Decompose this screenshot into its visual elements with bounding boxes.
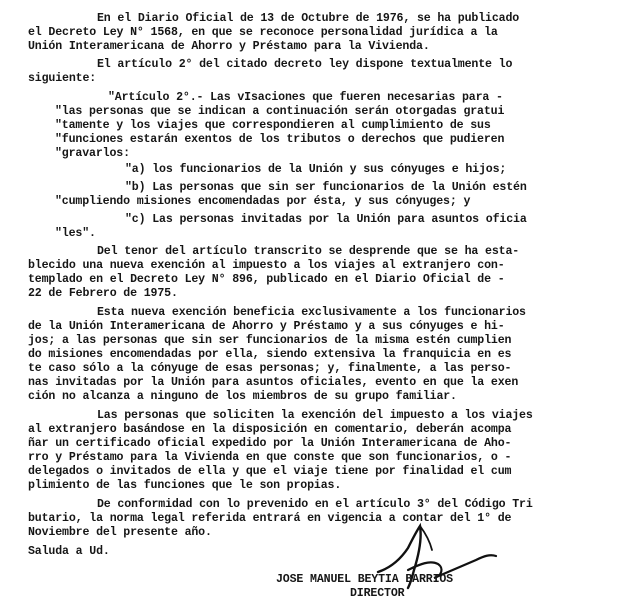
- text-line: butario, la norma legal referida entrará en vigencia a contar del 1° de: [28, 512, 512, 525]
- text-line: "funciones estarán exentos de los tributos o derechos que pudieren: [55, 133, 505, 146]
- text-line: Unión Interamericana de Ahorro y Préstamo para la Vivienda.: [28, 40, 430, 53]
- text-line: "gravarlos:: [55, 147, 130, 160]
- text-line: Del tenor del artículo transcrito se desprende que se ha esta-: [97, 245, 520, 258]
- text-line: Noviembre del presente año.: [28, 526, 212, 539]
- text-line: el Decreto Ley N° 1568, en que se reconoce personalidad jurídica a la: [28, 26, 498, 39]
- text-line: rro y Préstamo para la Vivienda en que conste que son funcionarios, o -: [28, 451, 512, 464]
- text-line: "b) Las personas que sin ser funcionarios de la Unión estén: [125, 181, 527, 194]
- closing-salutation: Saluda a Ud.: [28, 545, 110, 558]
- text-line: "c) Las personas invitadas por la Unión para asuntos oficia: [125, 213, 527, 226]
- signatory-title: DIRECTOR: [350, 587, 405, 600]
- text-line: "tamente y los viajes que correspondieren al cumplimiento de sus: [55, 119, 491, 132]
- text-line: ción no alcanza a ninguno de los miembros de su grupo familiar.: [28, 390, 457, 403]
- text-line: delegados o invitados de ella y que el viaje tiene por finalidad el cum: [28, 465, 512, 478]
- signatory-name: JOSE MANUEL BEYTIA BARRIOS: [276, 573, 453, 586]
- text-line: "Artículo 2°.- Las vIsaciones que fueren necesarias para -: [108, 91, 503, 104]
- text-line: "cumpliendo misiones encomendadas por ésta, y sus cónyuges; y: [55, 195, 471, 208]
- text-line: Esta nueva exención beneficia exclusivamente a los funcionarios: [97, 306, 526, 319]
- text-line: de la Unión Interamericana de Ahorro y Préstamo y a sus cónyuges e hi-: [28, 320, 505, 333]
- text-line: blecido una nueva exención al impuesto a los viajes al extranjero con-: [28, 259, 505, 272]
- text-line: te caso sólo a la cónyuge de esas personas; y, finalmente, a las perso-: [28, 362, 512, 375]
- text-line: plimiento de las funciones que le son propias.: [28, 479, 342, 492]
- text-line: "las personas que se indican a continuación serán otorgadas gratui: [55, 105, 505, 118]
- text-line: templado en el Decreto Ley N° 896, publicado en el Diario Oficial de -: [28, 273, 505, 286]
- text-line: ñar un certificado oficial expedido por la Unión Interamericana de Aho-: [28, 437, 512, 450]
- text-line: do misiones encomendadas por ella, siendo extensiva la franquicia en es: [28, 348, 512, 361]
- text-line: "a) los funcionarios de la Unión y sus cónyuges e hijos;: [125, 163, 507, 176]
- text-line: De conformidad con lo prevenido en el artículo 3° del Código Tri: [97, 498, 533, 511]
- text-line: Las personas que soliciten la exención del impuesto a los viajes: [97, 409, 533, 422]
- text-line: "les".: [55, 227, 96, 240]
- text-line: jos; a las personas que sin ser funcionarios de la misma estén cumplien: [28, 334, 512, 347]
- text-line: El artículo 2° del citado decreto ley dispone textualmente lo: [97, 58, 513, 71]
- text-line: al extranjero basándose en la disposición en comentario, deberán acompa: [28, 423, 512, 436]
- text-line: 22 de Febrero de 1975.: [28, 287, 178, 300]
- text-line: nas invitadas por la Unión para asuntos oficiales, evento en que la exen: [28, 376, 519, 389]
- text-line: En el Diario Oficial de 13 de Octubre de 1976, se ha publicado: [97, 12, 520, 25]
- text-line: siguiente:: [28, 72, 97, 85]
